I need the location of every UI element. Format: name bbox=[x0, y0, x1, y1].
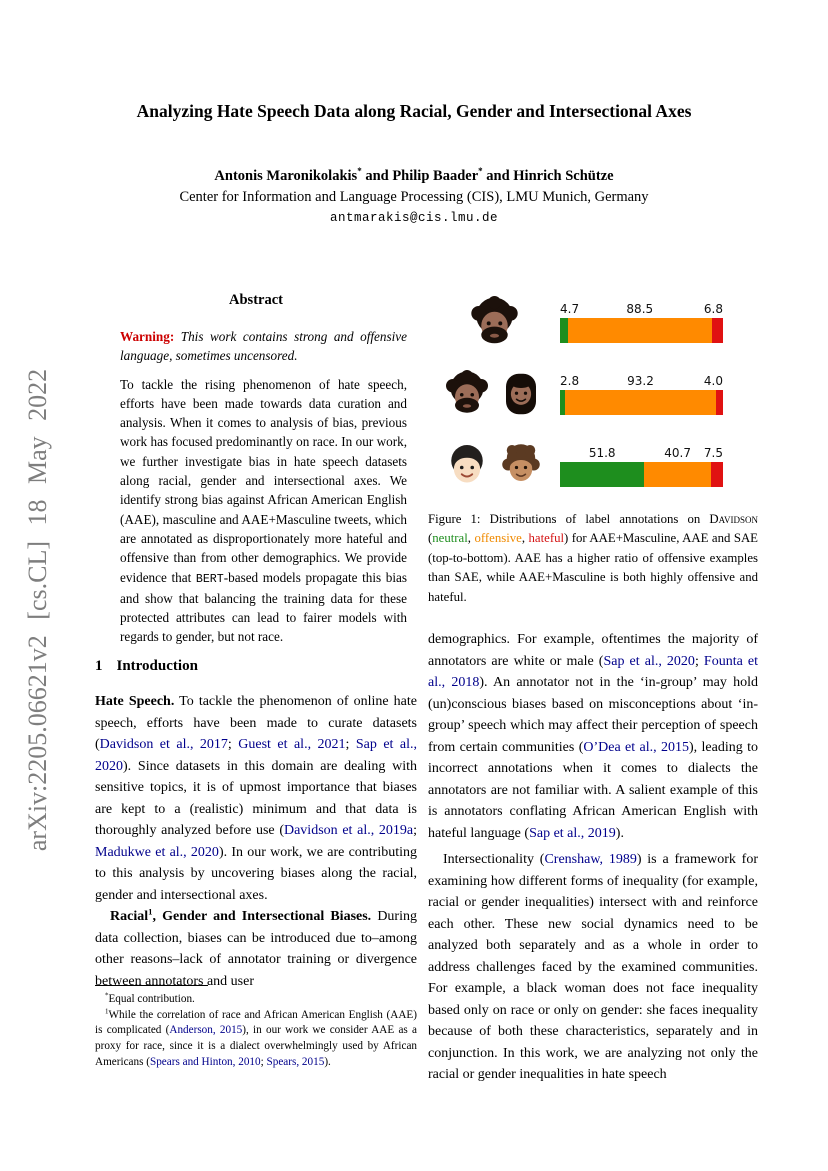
arxiv-watermark: arXiv:2205.06621v2 [cs.CL] 18 May 2022 bbox=[23, 368, 52, 852]
figure-1 bbox=[428, 286, 758, 502]
section-number: 1 bbox=[95, 658, 103, 674]
citation-link[interactable]: Sap et al., 2020 bbox=[603, 653, 695, 669]
citation-link[interactable]: Sap et al., 2019 bbox=[529, 825, 616, 841]
bar-value-label: 4.7 bbox=[560, 301, 580, 316]
right-column bbox=[428, 0, 758, 1171]
intro-paragraph-1: Hate Speech. To tackle the phenomenon of online hate speech, efforts have been made to curate datasets (Davidson et al., 2017; Guest et al., 2021; Sap et al., 2020). Since datasets in this domain are dealing with sensitive topics, it is of upmost importance that biases are kept to a (realistic) minimum and that data is thoroughly analyzed before use (Davidson et al., 2019a; Madukwe et al., 2020). In our work, we are contributing to this analysis by uncovering biases along the racial, gender and intersectional axes. bbox=[95, 694, 418, 903]
abstract-heading: Abstract bbox=[229, 292, 283, 308]
bar-value-label: 7.5 bbox=[703, 445, 723, 460]
section-heading-introduction bbox=[95, 658, 198, 675]
footnote-rule bbox=[95, 985, 208, 986]
figure-row-sae bbox=[428, 430, 758, 502]
intro-paragraph-2: Racial$^1$, Gender and Intersectional Biases. During data collection, biases can be introduced due to–among other reasons–lack of annotator training or divergence between annotators and user bbox=[95, 906, 417, 989]
right-column-text bbox=[428, 629, 758, 1086]
abstract-text: To tackle the rising phenomenon of hate speech, efforts have been made towards data curation and analysis. When it comes to analysis of bias, previous work has focused predominantly on race. In our work, we further investigate bias in hate speech datasets along racial, gender and intersectional axes. We identify strong bias against African American English (AAE), masculine and AAE+Masculine tweets, which are annotated as disproportionately more hateful and offensive than from other demographics. We provide evidence that BERT-based models propagate this bias and show that balancing the training data for these protected attributes can lead to fairer models with regards to gender, but not race. bbox=[120, 376, 407, 645]
right-paragraph-2: Intersectionality (Crenshaw, 1989) is a framework for examining how different forms of inequality (for example, racial or gender inequalities) intersect with and reinforce each other. These new social dynamics need to be analyzed both separately and as a whole in order to address challenges faced by the examined communities. For example, a black woman does not face inequality based only on race or only on gender: she faces inequality because of both these characteristics, separately and in conjunction. In this work, we are analyzing not only the racial or gender inequalities in hate speech bbox=[428, 852, 758, 1082]
footnote-1: $^1$While the correlation of race and African American English (AAE) is complicated (Anderson, 2015), in our work we consider AAE as a proxy for race, since it is a dialect overwhelmingly used by African Americans (Spears and Hinton, 2010; Spears, 2015). bbox=[95, 1006, 418, 1068]
citation-link[interactable]: Davidson et al., 2019a bbox=[283, 823, 414, 838]
citation-link[interactable]: Davidson et al., 2017 bbox=[99, 737, 228, 752]
figure-row-aae-masculine bbox=[428, 286, 758, 358]
bar-segment-hateful bbox=[711, 462, 723, 487]
bar-value-labels bbox=[560, 302, 723, 318]
footnote-equal-contribution: *Equal contribution. bbox=[105, 991, 195, 1005]
bar-value-label: 4.0 bbox=[703, 373, 723, 388]
bar-value-label: 88.5 bbox=[626, 301, 654, 316]
bar-group bbox=[560, 446, 723, 487]
bar-segment-offensive bbox=[568, 318, 712, 343]
citation-link[interactable]: Guest et al., 2021 bbox=[238, 737, 346, 752]
bar-segment-neutral bbox=[560, 318, 568, 343]
bar-segment-offensive bbox=[644, 462, 710, 487]
bar-value-labels bbox=[560, 374, 723, 390]
citation-link[interactable]: Sap et al., 2020 bbox=[95, 737, 418, 774]
citation-link[interactable]: O’Dea et al., 2015 bbox=[583, 739, 689, 755]
citation-link[interactable]: Crenshaw, 1989 bbox=[544, 852, 637, 867]
author-email-link[interactable]: antmarakis@cis.lmu.de bbox=[329, 211, 499, 225]
section-title: Introduction bbox=[116, 658, 198, 674]
abstract-body bbox=[120, 327, 407, 647]
bearded-man-dark-emoji-icon bbox=[443, 368, 491, 420]
figure-row-aae bbox=[428, 358, 758, 430]
abstract-warning: Warning: This work contains strong and offensive language, sometimes uncensored. bbox=[120, 329, 407, 364]
bar-value-label: 93.2 bbox=[627, 373, 654, 388]
citation-link[interactable]: Founta et al., 2018 bbox=[428, 653, 758, 690]
figure-emoji-group bbox=[428, 368, 560, 420]
bar-value-label: 40.7 bbox=[664, 445, 691, 460]
bar-value-label: 2.8 bbox=[560, 373, 580, 388]
left-column bbox=[95, 0, 417, 1171]
figure-emoji-group bbox=[428, 294, 560, 351]
bar-value-label: 51.8 bbox=[588, 445, 616, 460]
citation-link[interactable]: Spears, 2015 bbox=[266, 1055, 325, 1068]
bearded-man-dark-emoji-icon bbox=[468, 294, 521, 351]
stacked-bar-sae bbox=[560, 462, 723, 487]
stacked-bar-aae-masculine bbox=[560, 318, 723, 343]
bar-segment-neutral bbox=[560, 462, 644, 487]
right-paragraph-1: demographics. For example, oftentimes the majority of annotators are white or male (Sap et al., 2020; Founta et al., 2018). An annotator not in the ‘in-group’ may hold (un)conscious biases based on misconceptions about ‘in-group’ speech which may affect their perception of speech from certain communities (O’Dea et al., 2015), leading to incorrect annotations when it comes to dialects the annotators are not familiar with. A salient example of this is annotators conflating African American English with hateful language (Sap et al., 2019). bbox=[428, 632, 758, 841]
author-affiliation: Center for Information and Language Processing (CIS), LMU Munich, Germany bbox=[179, 189, 649, 205]
bar-group bbox=[560, 302, 723, 343]
stacked-bar-aae bbox=[560, 390, 723, 415]
citation-link[interactable]: Anderson, 2015 bbox=[169, 1024, 243, 1037]
man-light-emoji-icon bbox=[443, 440, 491, 492]
bar-segment-offensive bbox=[565, 390, 717, 415]
paper-title: Analyzing Hate Speech Data along Racial, Gender and Intersectional Axes bbox=[136, 101, 692, 121]
bar-segment-hateful bbox=[716, 390, 723, 415]
bar-value-label: 6.8 bbox=[703, 301, 723, 316]
citation-link[interactable]: Spears and Hinton, 2010 bbox=[149, 1055, 261, 1068]
introduction-text bbox=[95, 691, 417, 992]
footnote-block bbox=[95, 985, 417, 1071]
bar-value-labels bbox=[560, 446, 723, 462]
citation-link[interactable]: Madukwe et al., 2020 bbox=[95, 844, 219, 860]
woman-dark-emoji-icon bbox=[497, 368, 545, 420]
person-medium-emoji-icon bbox=[497, 440, 545, 492]
figure-emoji-group bbox=[428, 440, 560, 492]
bar-segment-hateful bbox=[712, 318, 723, 343]
author-names: Antonis Maronikolakis* and Philip Baader* and Hinrich Schütze bbox=[214, 166, 614, 184]
figure-caption: Figure 1: Distributions of label annotations on Davidson (neutral, offensive, hateful) for AAE+Masculine, AAE and SAE (top-to-bottom). AAE has a higher ratio of offensive examples than SAE, while AAE+Masculine is both highly offensive and hateful. bbox=[428, 512, 758, 604]
bar-group bbox=[560, 374, 723, 415]
